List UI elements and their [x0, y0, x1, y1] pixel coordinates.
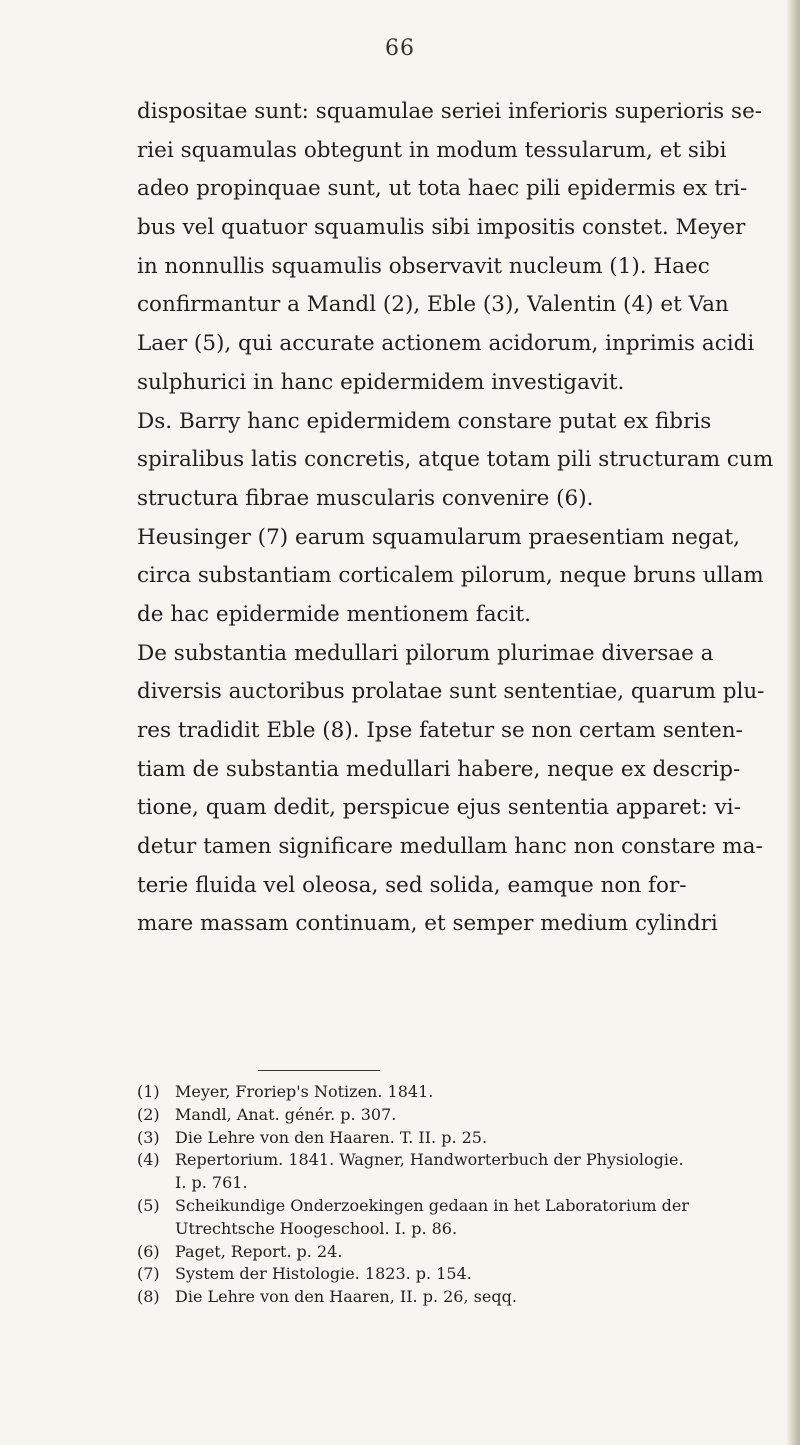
footnote-text: Meyer, Froriep's Notizen. 1841. [175, 1082, 434, 1101]
body-line: tiam de substantia medullari habere, neque ex descrip- [137, 756, 741, 782]
body-line: terie fluida vel oleosa, sed solida, eamque non for- [137, 872, 687, 898]
body-line: Laer (5), qui accurate actionem acidorum, inprimis acidi [137, 331, 755, 357]
footnote-text: Paget, Report. p. 24. [175, 1241, 343, 1261]
footnote-text: System der Histologie. 1823. p. 154. [175, 1264, 472, 1284]
body-line: dispositae sunt: squamulae seriei inferioris superioris se- [137, 99, 763, 124]
footnote-number: (8) [137, 1287, 160, 1307]
body-line: De substantia medullari pilorum plurimae diversae a [137, 640, 714, 666]
footnote [137, 1149, 757, 1195]
footnote-divider [258, 1070, 380, 1071]
body-line: Ds. Barry hanc epidermidem constare putat ex fibris [137, 408, 712, 434]
footnote-number: (1) [137, 1082, 160, 1101]
body-line: de hac epidermide mentionem facit. [137, 601, 531, 627]
footnote-continuation: I. p. 761. [175, 1173, 248, 1193]
page-number: 66 [385, 36, 415, 61]
footnote [137, 1286, 757, 1309]
footnote [137, 1104, 757, 1127]
footnote-text: Scheikundige Onderzoekingen gedaan in het Laboratorium der [175, 1195, 689, 1215]
body-line: circa substantiam corticalem pilorum, neque bruns ullam [137, 563, 764, 589]
body-line: detur tamen significare medullam hanc non constare ma- [137, 834, 763, 860]
body-line: diversis auctoribus prolatae sunt sententiae, quarum plu- [137, 679, 765, 705]
footnote [137, 1127, 757, 1150]
footnote [137, 1241, 757, 1264]
body-line: confirmantur a Mandl (2), Eble (3), Valentin (4) et Van [137, 292, 729, 318]
body-line: sulphurici in hanc epidermidem investigavit. [137, 369, 625, 395]
body-line: adeo propinquae sunt, ut tota haec pili epidermis ex tri- [137, 176, 748, 202]
body-line: mare massam continuam, et semper medium cylindri [137, 911, 718, 937]
footnote-number: (3) [137, 1127, 160, 1147]
footnote-text: Die Lehre von den Haaren. T. II. p. 25. [175, 1127, 488, 1147]
footnote [137, 1081, 757, 1104]
footnote-continuation: Utrechtsche Hoogeschool. I. p. 86. [175, 1218, 458, 1238]
footnote [137, 1195, 757, 1241]
body-line: riei squamulas obtegunt in modum tessularum, et sibi [137, 137, 727, 163]
footnotes [137, 1081, 757, 1309]
footnote-number: (2) [137, 1104, 160, 1124]
footnote-number: (6) [137, 1241, 160, 1261]
page-edge-shadow [786, 0, 800, 1445]
footnote-text: Mandl, Anat. génér. p. 307. [175, 1104, 397, 1124]
body-line: structura fibrae muscularis convenire (6). [137, 485, 594, 511]
footnote [137, 1263, 757, 1286]
body-line: Heusinger (7) earum squamularum praesentiam negat, [137, 524, 740, 550]
footnote-number: (4) [137, 1150, 160, 1170]
body-line: in nonnullis squamulis observavit nucleum (1). Haec [137, 253, 710, 279]
body-text [137, 93, 774, 944]
body-line: bus vel quatuor squamulis sibi impositis constet. Meyer [137, 215, 746, 241]
footnote-text: Die Lehre von den Haaren, II. p. 26, seqq. [175, 1287, 517, 1307]
footnote-number: (7) [137, 1264, 160, 1284]
footnote-number: (5) [137, 1195, 160, 1215]
footnote-text: Repertorium. 1841. Wagner, Handworterbuch der Physiologie. [175, 1150, 684, 1170]
body-line: res tradidit Eble (8). Ipse fatetur se non certam senten- [137, 718, 743, 743]
body-line: spiralibus latis concretis, atque totam pili structuram cum [137, 447, 774, 473]
body-line: tione, quam dedit, perspicue ejus sententia apparet: vi- [137, 795, 741, 821]
